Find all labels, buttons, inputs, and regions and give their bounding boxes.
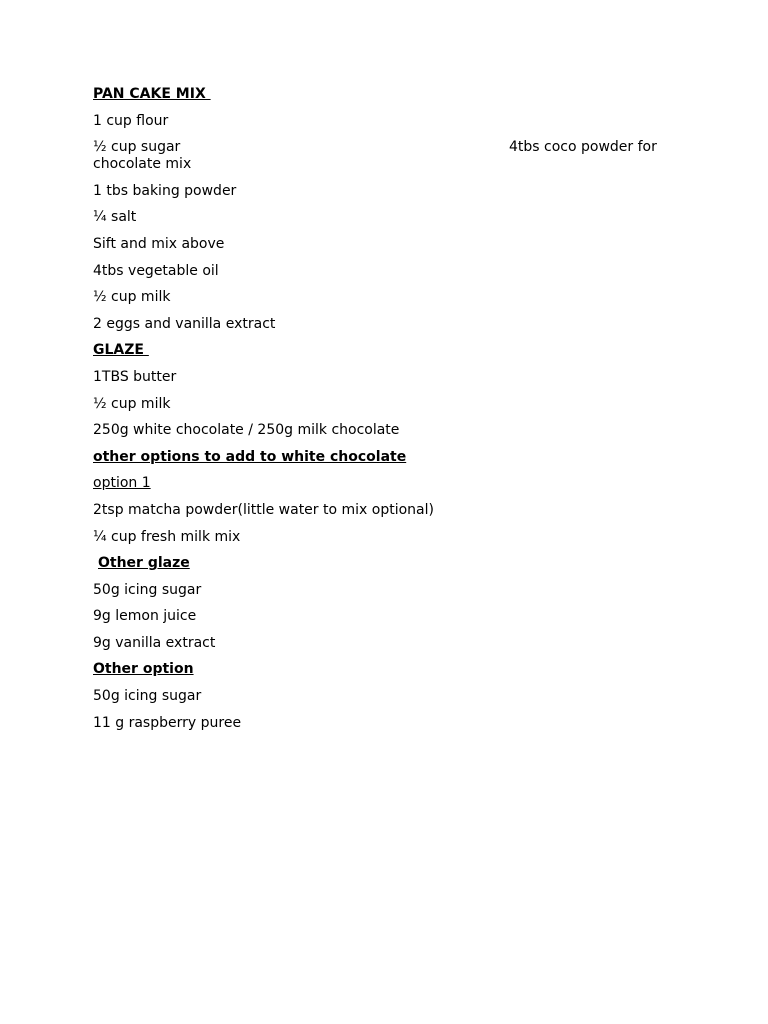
heading-glaze: GLAZE: [93, 342, 149, 359]
ingredient-line: ½ cup milk: [93, 289, 171, 306]
ingredient-line: 1TBS butter: [93, 368, 177, 385]
ingredient-line: ½ cup sugar: [93, 139, 181, 156]
instruction-line: Sift and mix above: [93, 235, 225, 252]
heading-other-glaze: Other glaze: [98, 555, 190, 572]
heading-pan-cake-mix: PAN CAKE MIX: [93, 86, 211, 102]
ingredient-line-with-note: [93, 139, 668, 173]
ingredient-line: 4tbs vegetable oil: [93, 262, 219, 279]
side-note: 4tbs coco powder for: [509, 139, 657, 156]
heading-other-options: other options to add to white chocolate: [93, 448, 407, 465]
ingredient-line: 1 cup flour: [93, 112, 169, 129]
ingredient-line: 50g icing sugar: [93, 688, 202, 705]
heading-other-glaze-wrapper: [93, 555, 668, 572]
document-body: [93, 86, 668, 741]
ingredient-line: 11 g raspberry puree: [93, 714, 242, 731]
ingredient-line: 9g vanilla extract: [93, 634, 216, 651]
ingredient-line: 250g white chocolate / 250g milk chocolate: [93, 422, 400, 439]
ingredient-line: ¼ cup fresh milk mix: [93, 528, 241, 545]
ingredient-line: ¼ salt: [93, 209, 137, 226]
side-note-continuation: chocolate mix: [93, 156, 192, 173]
ingredient-line: 9g lemon juice: [93, 608, 197, 625]
subheading-option-1: option 1: [93, 475, 151, 492]
heading-other-option: Other option: [93, 661, 194, 678]
ingredient-line: 2 eggs and vanilla extract: [93, 315, 276, 332]
ingredient-line: ½ cup milk: [93, 395, 171, 412]
ingredient-line: 50g icing sugar: [93, 581, 202, 598]
ingredient-line: 2tsp matcha powder(little water to mix optional): [93, 501, 434, 518]
ingredient-line: 1 tbs baking powder: [93, 182, 237, 199]
